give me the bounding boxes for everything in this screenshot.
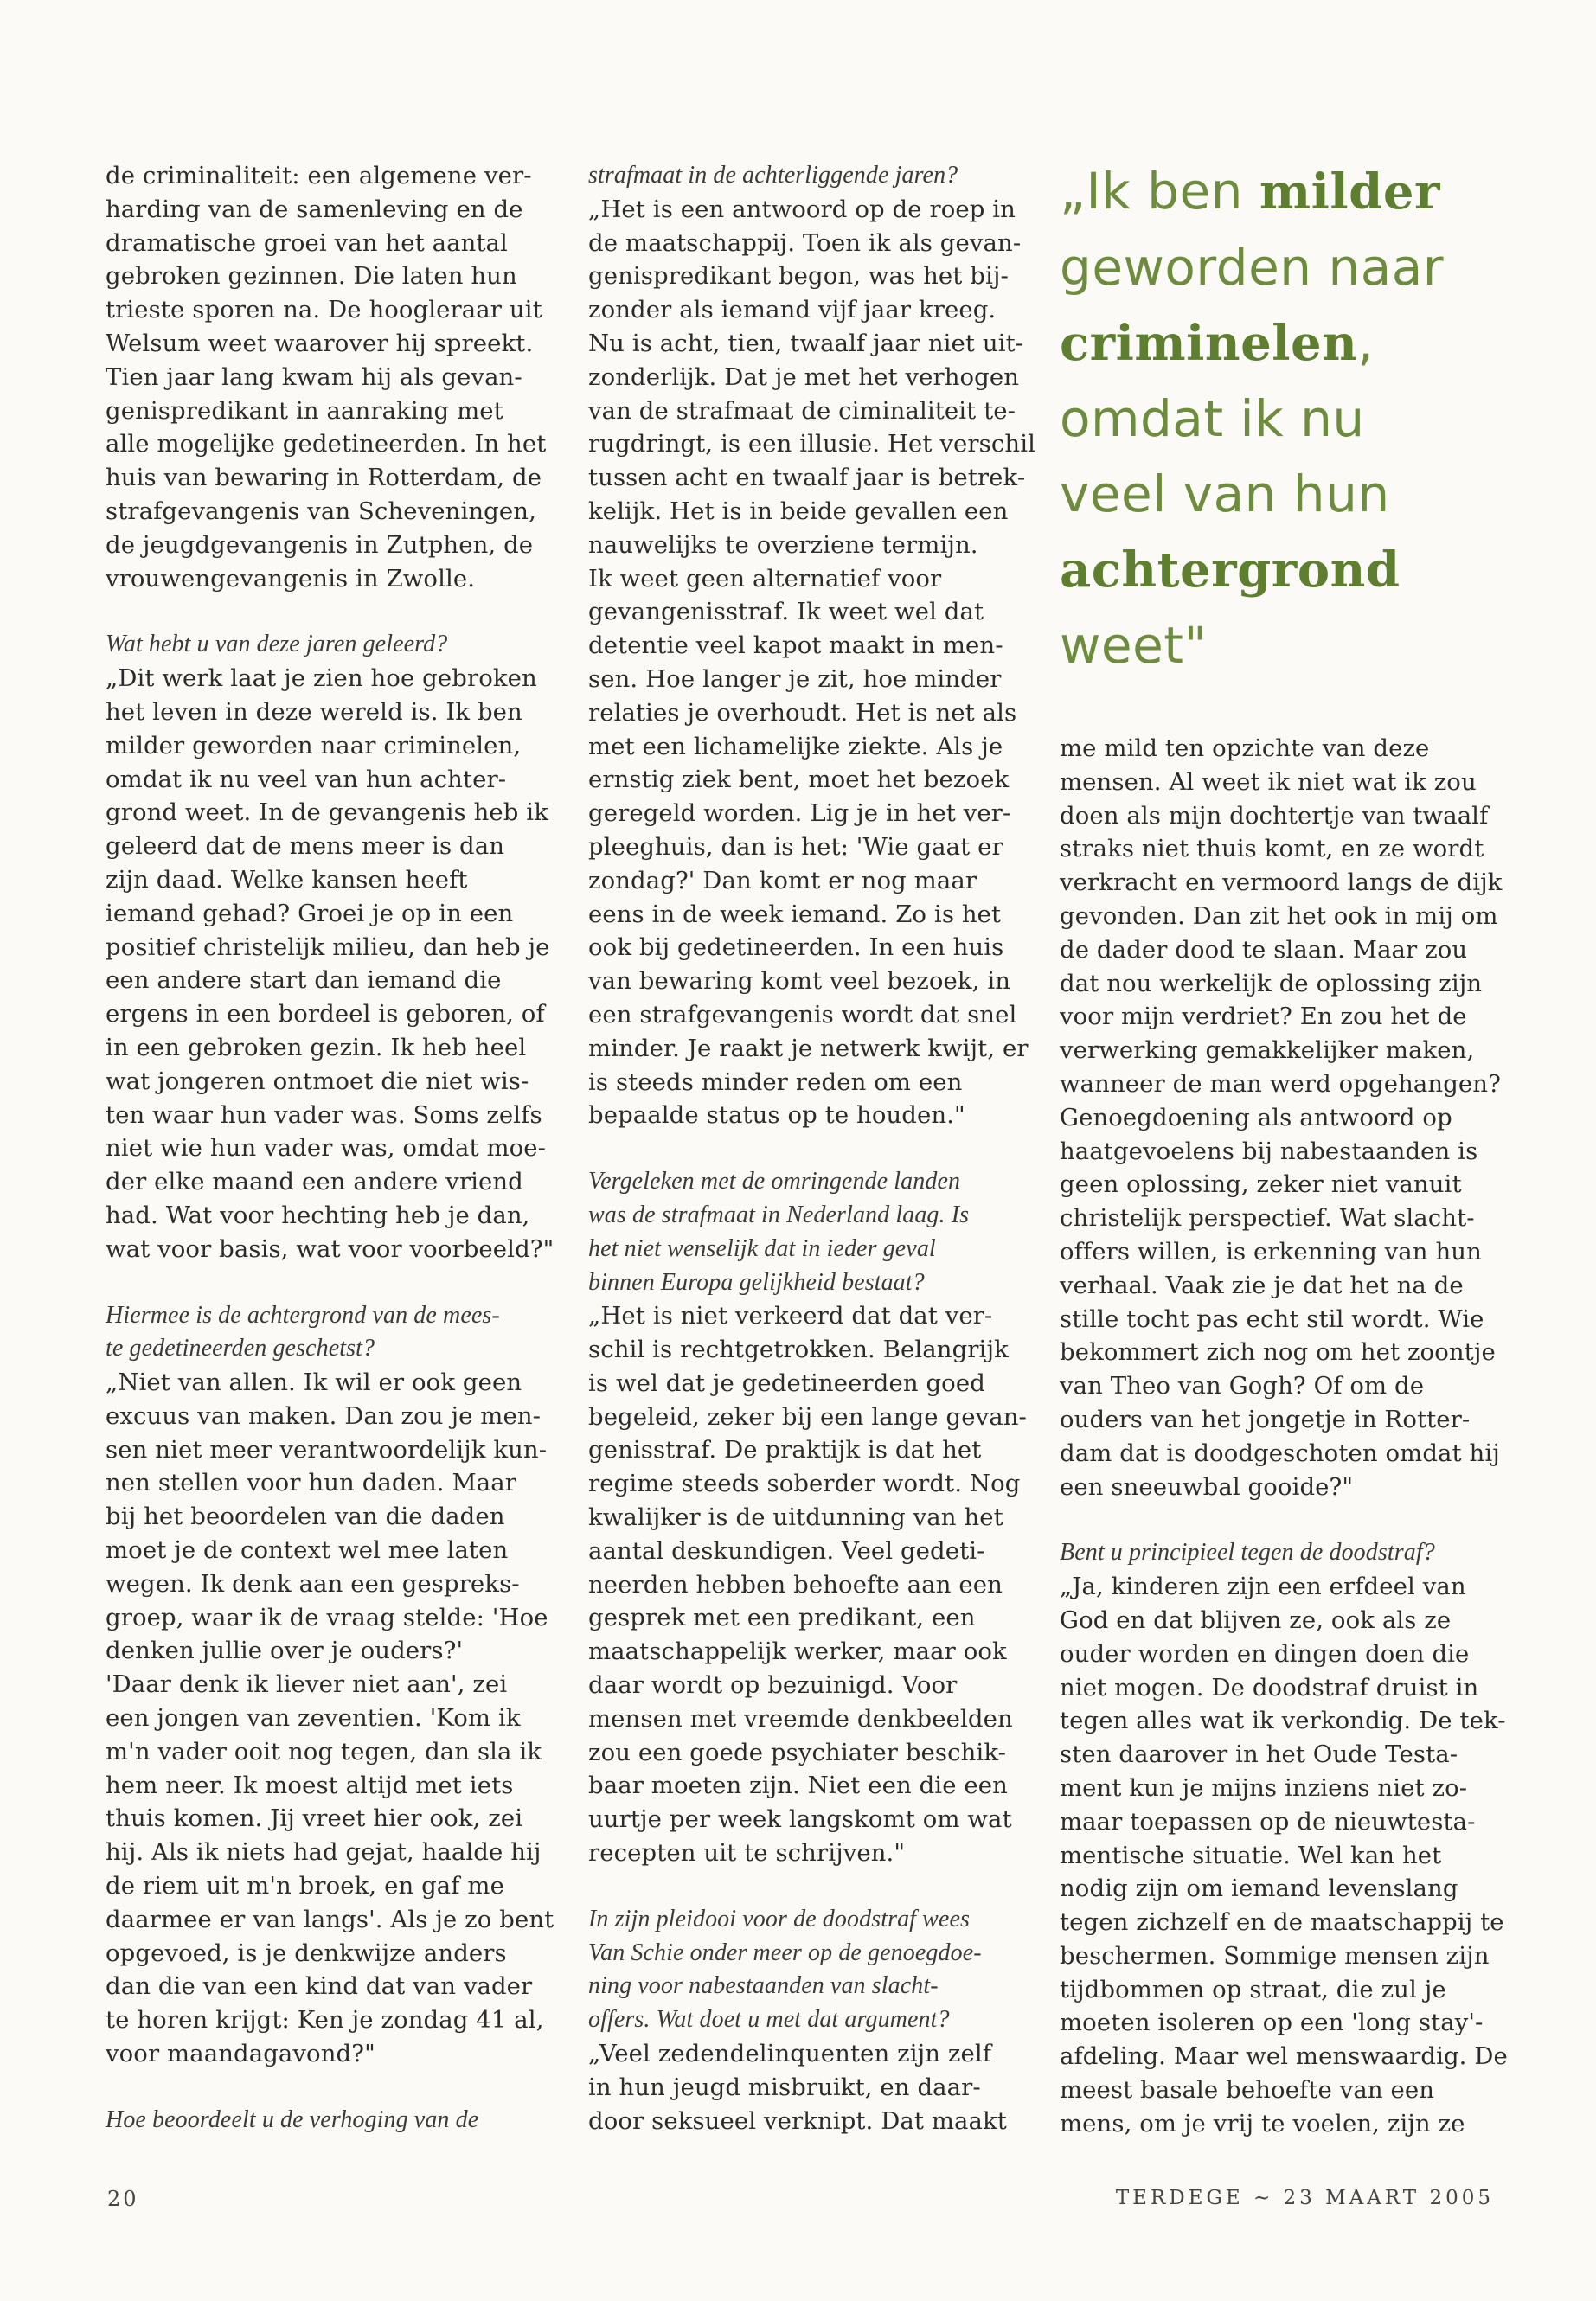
text-line: mensen met vreemde denkbeelden: [588, 1704, 1013, 1733]
text-line: wat voor basis, wat voor voorbeeld?": [106, 1234, 554, 1263]
text-line: pleeghuis, dan is het: 'Wie gaat er: [588, 832, 1003, 861]
text-line: bij het beoordelen van die daden: [106, 1503, 505, 1531]
text-line: Vergeleken met de omringende landen: [588, 1168, 961, 1195]
text-line: wegen. Ik denk aan een gespreks-: [106, 1569, 520, 1598]
text-line: Bent u principieel tegen de doodstraf?: [1060, 1539, 1435, 1567]
text-line: genispredikant in aanraking met: [106, 396, 503, 425]
text-line: nauwelijks te overziene termijn.: [588, 530, 978, 559]
text-line: dramatische groei van het aantal: [106, 228, 508, 257]
answer-1: [106, 662, 555, 1266]
text-line: uurtje per week langskomt om wat: [588, 1805, 1012, 1834]
text-line: ouders van het jongetje in Rotter-: [1060, 1405, 1471, 1433]
text-line: regime steeds soberder wordt. Nog: [588, 1470, 1021, 1498]
question-3-start: [106, 2104, 555, 2138]
text-line: Nu is acht, tien, twaalf jaar niet uit-: [588, 329, 1024, 357]
text-line: thuis komen. Jij vreet hier ook, zei: [106, 1804, 523, 1833]
text-line: dan die van een kind dat van vader: [106, 1972, 533, 2001]
text-line: Van Schie onder meer op de genoegdoe-: [588, 1939, 982, 1966]
text-line: te gedetineerden geschetst?: [106, 1335, 375, 1362]
text-line: zou een goede psychiater beschik-: [588, 1738, 1006, 1766]
text-line: sen niet meer verantwoordelijk kun-: [106, 1435, 548, 1464]
answer-3: [588, 193, 1038, 1132]
question-6: [1060, 1536, 1514, 1570]
text-line: genisstraf. De praktijk is dat het: [588, 1436, 982, 1465]
text-line: tijdbommen op straat, die zul je: [1060, 1975, 1446, 2003]
text-line: God en dat blijven ze, ook als ze: [1060, 1606, 1452, 1634]
text-line: kwalijker is de uitdunning van het: [588, 1503, 1003, 1532]
text-line: „Ja, kinderen zijn een erfdeel van: [1060, 1573, 1466, 1601]
text-line: positief christelijk milieu, dan heb je: [106, 933, 550, 961]
text-line: te horen krijgt: Ken je zondag 41 al,: [106, 2006, 544, 2035]
text-line: de riem uit m'n broek, en gaf me: [106, 1872, 504, 1900]
text-line: detentie veel kapot maakt in men-: [588, 631, 1003, 660]
question-5: [588, 1903, 1038, 2037]
page-number: 20: [107, 2187, 139, 2211]
text-line: door seksueel verknipt. Dat maakt: [588, 2106, 1007, 2135]
text-line: christelijk perspectief. Wat slacht-: [1060, 1204, 1475, 1233]
text-line: vrouwengevangenis in Zwolle.: [106, 564, 476, 593]
text-line: wanneer de man werd opgehangen?: [1060, 1069, 1501, 1098]
text-line: beschermen. Sommige mensen zijn: [1060, 1941, 1490, 1970]
text-line: ook bij gedetineerden. In een huis: [588, 933, 1004, 962]
text-line: baar moeten zijn. Niet een die een: [588, 1772, 1008, 1800]
text-line: voor maandagavond?": [106, 2040, 375, 2068]
pull-quote: „Ik ben milder geworden naar criminelen, omdat ik nu veel van hun achtergrond weet": [1060, 162, 1445, 675]
text-line: de criminaliteit: een algemene ver-: [106, 162, 532, 189]
text-line: tussen acht en twaalf jaar is betrek-: [588, 464, 1026, 492]
text-line: harding van de samenleving en de: [106, 195, 523, 223]
text-line: afdeling. Maar wel menswaardig. De: [1060, 2042, 1508, 2071]
text-line: ernstig ziek bent, moet het bezoek: [588, 766, 1010, 794]
text-line: hij. Als ik niets had gejat, haalde hij: [106, 1838, 542, 1867]
text-line: Hoe beoordeelt u de verhoging van de: [106, 2106, 479, 2133]
text-line: het niet wenselijk dat in ieder geval: [588, 1234, 936, 1262]
text-line: strafmaat in de achterliggende jaren?: [588, 162, 958, 189]
text-line: „Veel zedendelinquenten zijn zelf: [588, 2040, 992, 2068]
text-line: sten daarover in het Oude Testa-: [1060, 1740, 1458, 1769]
article-column-1: [106, 159, 555, 2138]
text-line: 'Daar denk ik liever niet aan', zei: [106, 1670, 508, 1699]
text-line: mentische situatie. Wel kan het: [1060, 1841, 1442, 1869]
text-line: me mild ten opzichte van deze: [1060, 734, 1430, 762]
text-line: binnen Europa gelijkheid bestaat?: [588, 1268, 925, 1296]
text-line: Welsum weet waarover hij spreekt.: [106, 329, 534, 357]
publication-footer: TERDEGE ~ 23 MAART 2005: [1115, 2187, 1494, 2209]
text-line: Genoegdoening als antwoord op: [1060, 1103, 1452, 1131]
text-line: tegen alles wat ik verkondig. De tek-: [1060, 1707, 1506, 1735]
text-line: van bewaring komt veel bezoek, in: [588, 967, 1011, 996]
text-line: geen oplossing, zeker niet vanuit: [1060, 1170, 1462, 1199]
text-line: daarmee er van langs'. Als je zo bent: [106, 1905, 554, 1933]
text-line: een sneeuwbal gooide?": [1060, 1472, 1354, 1501]
answer-4: [588, 1299, 1038, 1870]
text-line: offers. Wat doet u met dat argument?: [588, 2006, 950, 2034]
text-line: „Het is niet verkeerd dat dat ver-: [588, 1302, 993, 1330]
text-line: een strafgevangenis wordt dat snel: [588, 1000, 1017, 1029]
text-line: zonder als iemand vijf jaar kreeg.: [588, 296, 997, 324]
text-line: een andere start dan iemand die: [106, 966, 502, 995]
text-line: omdat ik nu veel van hun achter-: [106, 765, 507, 793]
text-line: verwerking gemakkelijker maken,: [1060, 1036, 1475, 1065]
text-line: trieste sporen na. De hoogleraar uit: [106, 296, 542, 324]
text-line: geleerd dat de mens meer is dan: [106, 832, 505, 861]
answer-6: [1060, 1570, 1514, 2141]
text-line: „Dit werk laat je zien hoe gebroken: [106, 664, 537, 693]
text-line: ment kun je mijns inziens niet zo-: [1060, 1773, 1468, 1802]
text-line: met een lichamelijke ziekte. Als je: [588, 732, 1003, 760]
text-line: zonderlijk. Dat je met het verhogen: [588, 362, 1020, 391]
text-line: hem neer. Ik moest altijd met iets: [106, 1771, 514, 1799]
text-line: kelijk. Het is in beide gevallen een: [588, 497, 1009, 525]
text-line: de jeugdgevangenis in Zutphen, de: [106, 530, 534, 559]
text-line: haatgevoelens bij nabestaanden is: [1060, 1137, 1478, 1165]
text-line: niet mogen. De doodstraf druist in: [1060, 1673, 1479, 1702]
text-line: gevonden. Dan zit het ook in mij om: [1060, 901, 1498, 930]
text-line: schil is rechtgetrokken. Belangrijk: [588, 1336, 1009, 1364]
text-line: denken jullie over je ouders?': [106, 1637, 464, 1665]
text-line: minder. Je raakt je netwerk kwijt, er: [588, 1034, 1029, 1062]
question-2: [106, 1299, 555, 1367]
text-line: van de strafmaat de ciminaliteit te-: [588, 396, 1016, 425]
text-line: maatschappelijk werker, maar ook: [588, 1638, 1007, 1666]
text-line: straks niet thuis komt, en ze wordt: [1060, 835, 1484, 863]
text-line: grond weet. In de gevangenis heb ik: [106, 798, 548, 827]
text-line: zijn daad. Welke kansen heeft: [106, 865, 468, 894]
text-line: was de strafmaat in Nederland laag. Is: [588, 1201, 970, 1228]
text-line: Hiermee is de achtergrond van de mees-: [106, 1301, 500, 1329]
intro-paragraph: [106, 159, 555, 595]
text-line: huis van bewaring in Rotterdam, de: [106, 464, 542, 492]
text-line: ning voor nabestaanden van slacht-: [588, 1972, 939, 2000]
text-line: rugdringt, is een illusie. Het verschil: [588, 430, 1035, 458]
text-line: aantal deskundigen. Veel gedeti-: [588, 1536, 985, 1565]
question-3-end: [588, 159, 1038, 193]
text-line: het leven in deze wereld is. Ik ben: [106, 697, 522, 726]
question-1: [106, 628, 555, 662]
text-line: nen stellen voor hun daden. Maar: [106, 1469, 516, 1497]
text-line: iemand gehad? Groei je op in een: [106, 899, 514, 927]
text-line: genispredikant begon, was het bij-: [588, 262, 1009, 291]
text-line: is wel dat je gedetineerden goed: [588, 1368, 985, 1397]
text-line: In zijn pleidooi voor de doodstraf wees: [588, 1905, 970, 1932]
text-line: ergens in een bordeel is geboren, of: [106, 1000, 545, 1029]
text-line: nodig zijn om iemand levenslang: [1060, 1875, 1458, 1903]
article-column-2: [588, 159, 1038, 2138]
text-line: voor mijn verdriet? En zou het de: [1060, 1003, 1467, 1031]
text-line: neerden hebben behoefte aan een: [588, 1570, 1003, 1599]
text-line: moet je de context wel mee laten: [106, 1536, 509, 1565]
text-line: doen als mijn dochtertje van twaalf: [1060, 801, 1489, 830]
text-line: bekommert zich nog om het zoontje: [1060, 1338, 1496, 1367]
text-line: daar wordt op bezuinigd. Voor: [588, 1671, 958, 1700]
text-line: Wat hebt u van deze jaren geleerd?: [106, 631, 448, 658]
text-line: groep, waar ik de vraag stelde: 'Hoe: [106, 1603, 548, 1631]
text-line: maar toepassen op de nieuwtesta-: [1060, 1807, 1476, 1836]
text-line: opgevoed, is je denkwijze anders: [106, 1939, 507, 1967]
text-line: gebroken gezinnen. Die laten hun: [106, 262, 517, 291]
text-line: Ik weet geen alternatief voor: [588, 564, 942, 593]
text-line: Tien jaar lang kwam hij als gevan-: [106, 362, 522, 391]
text-line: is steeds minder reden om een: [588, 1067, 963, 1096]
text-line: een jongen van zeventien. 'Kom ik: [106, 1704, 521, 1733]
text-line: relaties je overhoudt. Het is net als: [588, 698, 1017, 727]
answer-2: [106, 1366, 555, 2071]
text-line: de maatschappij. Toen ik als gevan-: [588, 228, 1022, 257]
text-line: gesprek met een predikant, een: [588, 1604, 976, 1632]
text-line: dam dat is doodgeschoten omdat hij: [1060, 1439, 1500, 1467]
text-line: had. Wat voor hechting heb je dan,: [106, 1201, 530, 1229]
text-line: wat jongeren ontmoet die niet wis-: [106, 1067, 529, 1095]
text-line: geregeld worden. Lig je in het ver-: [588, 799, 1011, 828]
text-line: dat nou werkelijk de oplossing zijn: [1060, 969, 1483, 997]
text-line: tegen zichzelf en de maatschappij te: [1060, 1908, 1504, 1937]
text-line: eens in de week iemand. Zo is het: [588, 900, 1002, 928]
text-line: gevangenisstraf. Ik weet wel dat: [588, 598, 984, 626]
text-line: strafgevangenis van Scheveningen,: [106, 497, 536, 525]
text-line: begeleid, zeker bij een lange gevan-: [588, 1402, 1027, 1431]
text-line: alle mogelijke gedetineerden. In het: [106, 430, 547, 458]
text-line: in een gebroken gezin. Ik heb heel: [106, 1033, 527, 1061]
text-line: mensen. Al weet ik niet wat ik zou: [1060, 767, 1477, 796]
article-column-3: [1060, 732, 1514, 2141]
text-line: verkracht en vermoord langs de dijk: [1060, 868, 1503, 897]
text-line: van Theo van Gogh? Of om de: [1060, 1372, 1425, 1400]
text-line: der elke maand een andere vriend: [106, 1168, 523, 1196]
text-line: mens, om je vrij te voelen, zijn ze: [1060, 2109, 1465, 2138]
answer-5-end: [1060, 732, 1514, 1503]
text-line: niet wie hun vader was, omdat moe-: [106, 1134, 547, 1163]
text-line: excuus van maken. Dan zou je men-: [106, 1401, 542, 1430]
question-4: [588, 1165, 1038, 1299]
text-line: „Niet van allen. Ik wil er ook geen: [106, 1368, 522, 1397]
text-line: ouder worden en dingen doen die: [1060, 1639, 1470, 1668]
text-line: „Het is een antwoord op de roep in: [588, 195, 1016, 223]
text-line: sen. Hoe langer je zit, hoe minder: [588, 664, 1002, 693]
text-line: ten waar hun vader was. Soms zelfs: [106, 1100, 542, 1129]
text-line: milder geworden naar criminelen,: [106, 731, 522, 760]
text-line: bepaalde status op te houden.": [588, 1101, 965, 1130]
text-line: recepten uit te schrijven.": [588, 1839, 906, 1868]
text-line: moeten isoleren op een 'long stay'-: [1060, 2009, 1484, 2037]
text-line: zondag?' Dan komt er nog maar: [588, 866, 977, 894]
text-line: offers willen, is erkenning van hun: [1060, 1237, 1482, 1266]
text-line: m'n vader ooit nog tegen, dan sla ik: [106, 1737, 542, 1766]
text-line: de dader dood te slaan. Maar zou: [1060, 935, 1468, 964]
text-line: stille tocht pas echt stil wordt. Wie: [1060, 1304, 1484, 1333]
answer-5-start: [588, 2037, 1038, 2138]
text-line: in hun jeugd misbruikt, en daar-: [588, 2073, 981, 2101]
text-line: meest basale behoefte van een: [1060, 2076, 1435, 2105]
text-line: verhaal. Vaak zie je dat het na de: [1060, 1271, 1464, 1299]
